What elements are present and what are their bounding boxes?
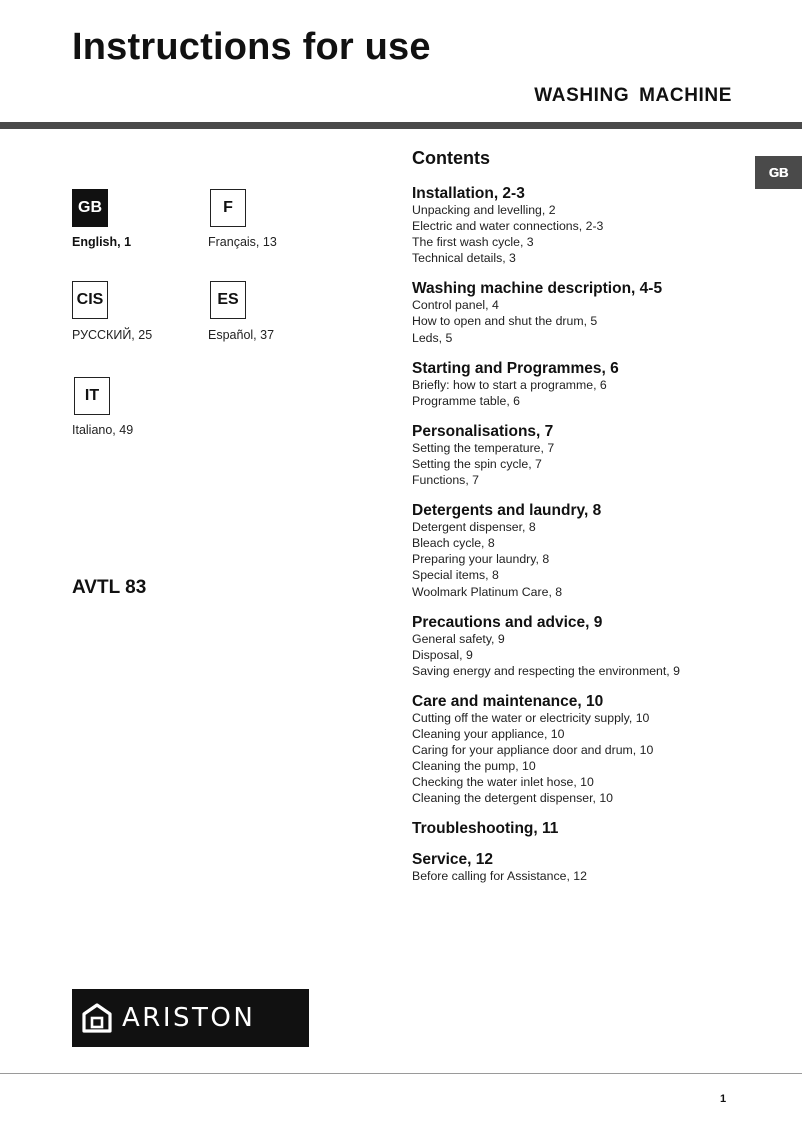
section-item[interactable]: Woolmark Platinum Care, 8 [412, 584, 563, 599]
language-box-f[interactable]: F [210, 189, 246, 227]
language-label-spanish: Español, 37 [208, 328, 275, 342]
section-heading[interactable]: Detergents and laundry, 8 [412, 502, 602, 520]
section-item[interactable]: Leds, 5 [412, 330, 453, 345]
section-heading[interactable]: Installation, 2-3 [412, 185, 525, 202]
section-heading[interactable]: Service, 12 [412, 851, 494, 869]
section-item[interactable]: General safety, 9 [412, 631, 505, 646]
section-item[interactable]: Control panel, 4 [412, 298, 499, 313]
contents-section [412, 851, 752, 884]
language-box-gb[interactable]: GB [72, 189, 108, 227]
contents-section [412, 360, 752, 409]
house-logo-icon [82, 1003, 112, 1033]
language-label-italian: Italiano, 49 [72, 423, 134, 437]
section-item[interactable]: Cutting off the water or electricity supply, 10 [412, 710, 650, 725]
section-item[interactable]: Disposal, 9 [412, 647, 473, 662]
section-item[interactable]: Caring for your appliance door and drum, 10 [412, 743, 654, 758]
section-item[interactable]: Cleaning your appliance, 10 [412, 726, 565, 741]
section-item[interactable]: Bleach cycle, 8 [412, 536, 495, 551]
ariston-logo [72, 989, 309, 1047]
contents-section [412, 423, 752, 488]
section-item[interactable]: Checking the water inlet hose, 10 [412, 775, 594, 790]
header-rule [0, 122, 802, 129]
section-heading[interactable]: Starting and Programmes, 6 [412, 359, 619, 377]
language-box-cis[interactable]: CIS [72, 281, 108, 319]
section-item[interactable]: Cleaning the detergent dispenser, 10 [412, 791, 613, 806]
page-title: Instructions for use [72, 26, 431, 68]
section-item[interactable]: Briefly: how to start a programme, 6 [412, 377, 607, 392]
section-item[interactable]: Programme table, 6 [412, 393, 520, 408]
table-of-contents [412, 148, 752, 899]
section-item[interactable]: Functions, 7 [412, 473, 479, 488]
contents-section [412, 693, 752, 807]
section-heading[interactable]: Troubleshooting, 11 [412, 820, 559, 838]
contents-section [412, 614, 752, 679]
section-item[interactable]: Detergent dispenser, 8 [412, 520, 536, 535]
section-heading[interactable]: Washing machine description, 4-5 [412, 280, 663, 298]
brand-name: ARISTON [122, 1003, 256, 1033]
section-item[interactable]: How to open and shut the drum, 5 [412, 314, 598, 329]
language-box-it[interactable]: IT [74, 377, 110, 415]
language-label-english: English, 1 [72, 235, 132, 249]
contents-section [412, 502, 752, 599]
section-item[interactable]: Setting the spin cycle, 7 [412, 456, 542, 471]
model-number: AVTL 83 [72, 577, 147, 598]
contents-section [412, 820, 752, 837]
section-item[interactable]: Preparing your laundry, 8 [412, 552, 550, 567]
language-side-tab: GB [755, 156, 802, 189]
language-label-russian: РУССКИЙ, 25 [72, 328, 153, 342]
section-item[interactable]: Technical details, 3 [412, 251, 516, 266]
section-heading[interactable]: Precautions and advice, 9 [412, 613, 603, 631]
section-heading[interactable]: Personalisations, 7 [412, 422, 554, 440]
page-number: 1 [720, 1093, 727, 1105]
contents-sections [412, 185, 752, 885]
section-item[interactable]: Before calling for Assistance, 12 [412, 869, 587, 884]
contents-section [412, 280, 752, 345]
contents-section [412, 185, 752, 266]
section-item[interactable]: Saving energy and respecting the environment, 9 [412, 663, 680, 678]
section-item[interactable]: Electric and water connections, 2-3 [412, 219, 604, 234]
language-label-french: Français, 13 [208, 235, 277, 249]
section-item[interactable]: Setting the temperature, 7 [412, 440, 555, 455]
language-box-es[interactable]: ES [210, 281, 246, 319]
product-type: WASHING MACHINE [534, 85, 732, 106]
footer-rule [0, 1073, 802, 1074]
section-heading[interactable]: Care and maintenance, 10 [412, 692, 604, 710]
section-item[interactable]: The first wash cycle, 3 [412, 235, 534, 250]
contents-title: Contents [412, 148, 490, 168]
section-item[interactable]: Unpacking and levelling, 2 [412, 203, 556, 217]
section-item[interactable]: Cleaning the pump, 10 [412, 759, 536, 774]
section-item[interactable]: Special items, 8 [412, 568, 499, 583]
